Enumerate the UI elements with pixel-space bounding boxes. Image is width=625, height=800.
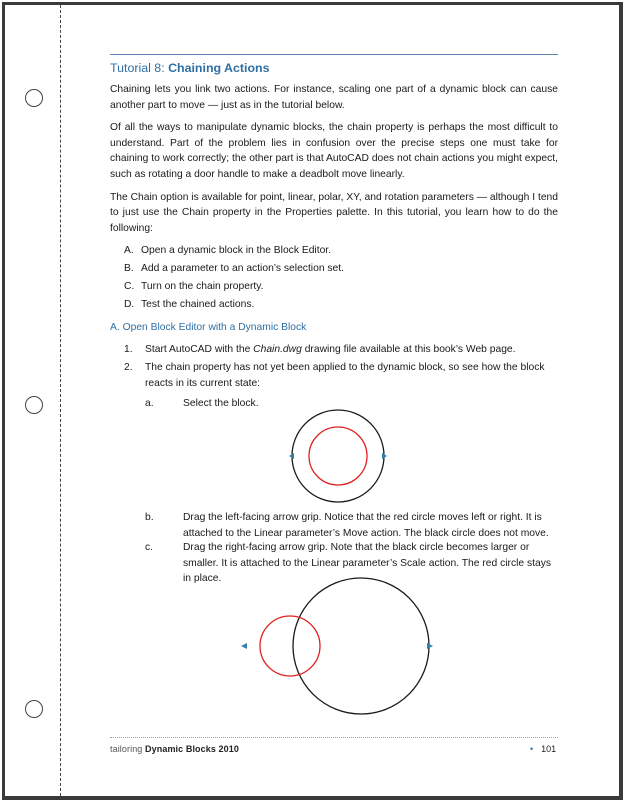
binding-dashed-line — [60, 5, 61, 796]
footer-bullet: • — [530, 744, 534, 754]
binder-hole-bottom — [25, 700, 43, 718]
substep-item: a. Select the block. — [145, 397, 259, 409]
black-circle — [293, 578, 429, 714]
right-arrow-grip-icon — [427, 643, 433, 649]
step-item: 2. The chain property has not yet been applied to the dynamic block, so see how the block reacts in its current state: a. Select the block. — [124, 360, 558, 413]
substep-b: b. Drag the left-facing arrow grip. Notice that the red circle moves left or right. It is attached to the Linear parameter’s Move action. The black circle does not move. — [145, 512, 549, 539]
page-content — [110, 54, 558, 416]
outline-item: B. Add a parameter to an action’s selection set. — [124, 263, 345, 275]
intro-paragraph: Chaining lets you link two actions. For instance, scaling one part of a dynamic block can cause another part to move — just as in the tutorial below. — [110, 84, 558, 111]
tutorial-title: Tutorial 8: Chaining Actions — [110, 61, 270, 75]
binder-hole-top — [25, 89, 43, 107]
black-circle — [292, 410, 384, 502]
substep-c: c. Drag the right-facing arrow grip. Note that the black circle becomes larger or smaller. It is attached to the Linear parameter’s Scale action. The red circle stays in place. — [145, 542, 552, 585]
difficulty-paragraph: Of all the ways to manipulate dynamic blocks, the chain property is perhaps the most difficult to understand. Part of the problem lies in confusion over the precise steps one must take for chaining to work correctly; the other part is that AutoCAD does not chain actions you might expect, such as rotating a door handle to make a deadbolt move linearly. — [110, 122, 558, 180]
filename-italic: Chain.dwg — [253, 343, 302, 355]
outline-list — [110, 243, 558, 312]
footer-rule — [110, 737, 558, 738]
left-arrow-grip-icon — [241, 643, 247, 649]
footer-book-title: tailoring Dynamic Blocks 2010 — [110, 744, 239, 754]
section-a-heading: A. Open Block Editor with a Dynamic Block — [110, 322, 307, 334]
red-circle — [309, 427, 367, 485]
figure-block-initial — [283, 407, 393, 507]
outline-item: D. Test the chained actions. — [124, 298, 255, 310]
binder-hole-middle — [25, 396, 43, 414]
red-circle — [260, 616, 320, 676]
outline-item: A. Open a dynamic block in the Block Editor. — [124, 245, 332, 257]
step-item: 1. Start AutoCAD with the Chain.dwg drawing file available at this book’s Web page. — [124, 343, 516, 355]
outline-item: C. Turn on the chain property. — [124, 280, 264, 292]
figure-block-scaled — [233, 574, 443, 720]
title-rule — [110, 54, 558, 55]
chain-option-paragraph: The Chain option is available for point, linear, polar, XY, and rotation parameters — although I tend to just use the Chain property in the Properties palette. In this tutorial, you learn how to do the following: — [110, 191, 559, 234]
steps-list — [110, 342, 558, 413]
footer-page-number: • 101 — [530, 744, 557, 754]
